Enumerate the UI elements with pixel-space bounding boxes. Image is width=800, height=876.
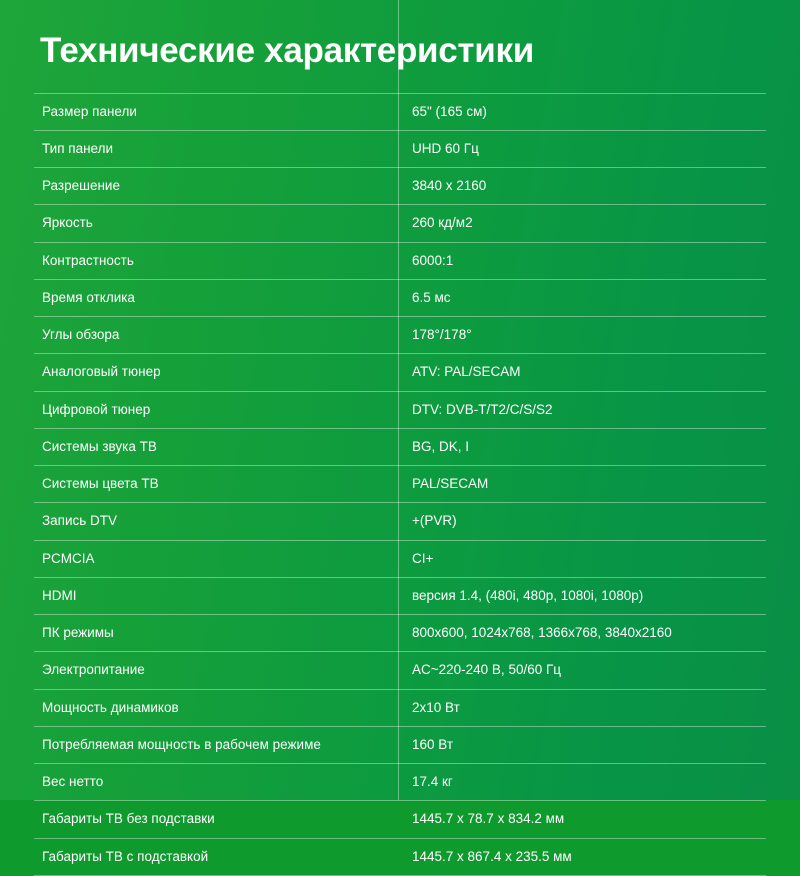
spec-value: AC~220-240 В, 50/60 Гц bbox=[412, 662, 562, 678]
spec-label: Габариты ТВ с подставкой bbox=[42, 848, 209, 864]
spec-label: ПК режимы bbox=[42, 625, 114, 640]
spec-value: 3840 x 2160 bbox=[412, 178, 487, 193]
specifications-table-body bbox=[34, 93, 766, 875]
page-title: Технические характеристики bbox=[40, 31, 534, 70]
table-row bbox=[34, 466, 766, 503]
table-row bbox=[34, 428, 766, 465]
spec-value: +(PVR) bbox=[412, 513, 457, 529]
table-row bbox=[34, 168, 766, 205]
spec-value: 1445.7 x 867.4 x 235.5 мм bbox=[412, 848, 572, 864]
table-row bbox=[34, 838, 766, 875]
spec-label: PCMCIA bbox=[42, 550, 95, 566]
spec-value: 1445.7 x 78.7 x 834.2 мм bbox=[412, 811, 565, 827]
table-row bbox=[34, 540, 766, 577]
spec-value: 6000:1 bbox=[412, 252, 454, 268]
spec-label: Запись DTV bbox=[42, 513, 118, 529]
table-row bbox=[34, 205, 766, 242]
spec-value: 6.5 мс bbox=[412, 289, 451, 305]
table-row bbox=[34, 726, 766, 763]
table-row bbox=[34, 764, 766, 801]
table-row bbox=[34, 354, 766, 391]
table-row bbox=[34, 279, 766, 316]
spec-label: Потребляемая мощность в рабочем режиме bbox=[42, 736, 321, 752]
table-row bbox=[34, 391, 766, 428]
spec-label: Вес нетто bbox=[42, 774, 104, 789]
spec-value: DTV: DVB-T/T2/C/S/S2 bbox=[412, 401, 553, 417]
spec-label: Цифровой тюнер bbox=[42, 401, 151, 417]
spec-label: Тип панели bbox=[42, 140, 114, 156]
table-row bbox=[34, 242, 766, 279]
spec-label: Системы звука ТВ bbox=[42, 438, 157, 454]
table-row bbox=[34, 689, 766, 726]
spec-label: HDMI bbox=[42, 587, 77, 603]
spec-value: 2x10 Вт bbox=[412, 699, 460, 715]
spec-label: Время отклика bbox=[42, 289, 135, 305]
table-row bbox=[34, 615, 766, 652]
spec-label: Углы обзора bbox=[42, 327, 120, 342]
spec-label: Электропитание bbox=[42, 662, 145, 678]
spec-label: Яркость bbox=[42, 215, 93, 231]
spec-value: 260 кд/м2 bbox=[412, 215, 473, 231]
table-row bbox=[34, 130, 766, 167]
table-row bbox=[34, 317, 766, 354]
spec-value: 160 Вт bbox=[412, 736, 454, 752]
spec-label: Мощность динамиков bbox=[42, 699, 179, 715]
table-row bbox=[34, 577, 766, 614]
spec-value: PAL/SECAM bbox=[412, 476, 489, 491]
spec-value: UHD 60 Гц bbox=[412, 140, 479, 156]
spec-value: ATV: PAL/SECAM bbox=[412, 364, 521, 380]
spec-label: Системы цвета ТВ bbox=[42, 476, 159, 491]
spec-label: Размер панели bbox=[42, 103, 137, 119]
table-row bbox=[34, 652, 766, 689]
specifications-table bbox=[34, 93, 766, 876]
spec-label: Контрастность bbox=[42, 252, 134, 268]
table-row bbox=[34, 93, 766, 130]
table-row bbox=[34, 801, 766, 838]
spec-label: Аналоговый тюнер bbox=[42, 364, 161, 380]
spec-value: CI+ bbox=[412, 550, 434, 566]
spec-value: BG, DK, I bbox=[412, 438, 470, 454]
spec-value: 800x600, 1024x768, 1366x768, 3840x2160 bbox=[412, 625, 672, 640]
table-row bbox=[34, 503, 766, 540]
column-divider bbox=[398, 0, 399, 800]
spec-label: Габариты ТВ без подставки bbox=[42, 811, 215, 827]
spec-value: 17.4 кг bbox=[412, 774, 453, 789]
spec-label: Разрешение bbox=[42, 178, 120, 193]
spec-value: 65" (165 см) bbox=[412, 103, 487, 119]
spec-value: 178°/178° bbox=[412, 327, 472, 342]
spec-value: версия 1.4, (480i, 480p, 1080i, 1080p) bbox=[412, 587, 644, 603]
